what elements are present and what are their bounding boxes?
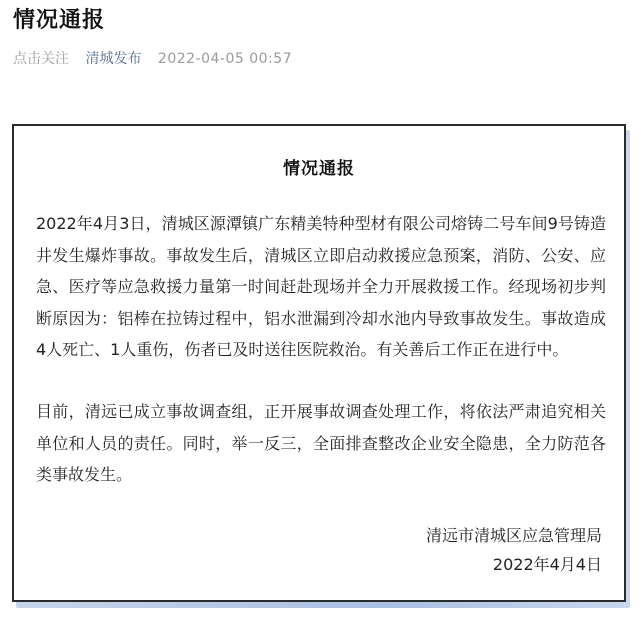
follow-link[interactable]: 点击关注 [13, 51, 69, 67]
notice-paragraph-2: 目前，清远已成立事故调查组，正开展事故调查处理工作，将依法严肃追究相关单位和人员的责任。同时，举一反三，全面排查整改企业安全隐患，全力防范各类事故发生。 [36, 402, 606, 484]
source-account-link[interactable]: 清城发布 [85, 51, 142, 67]
article-meta [13, 50, 292, 68]
signature-organization: 清远市清城区应急管理局 [425, 526, 602, 545]
publish-timestamp: 2022-04-05 00:57 [157, 51, 293, 67]
notice-heading: 情况通报 [283, 159, 355, 179]
notice-image [12, 124, 626, 602]
notice-paragraph-1: 2022年4月3日，清城区源潭镇广东精美特种型材有限公司熔铸二号车间9号铸造井发生爆炸事故。事故发生后，清城区立即启动救援应急预案，消防、公安、应急、医疗等应急救援力量第一时间赶赴现场并全力开展救援工作。经现场初步判断原因为：铝棒在拉铸过程中，铝水泄漏到冷却水池内导致事故发生。事故造成4人死亡、1人重伤，伤者已及时送往医院救治。有关善后工作正在进行中。 [36, 214, 606, 359]
signature-date: 2022年4月4日 [492, 555, 602, 574]
page-title: 情况通报 [13, 8, 106, 33]
